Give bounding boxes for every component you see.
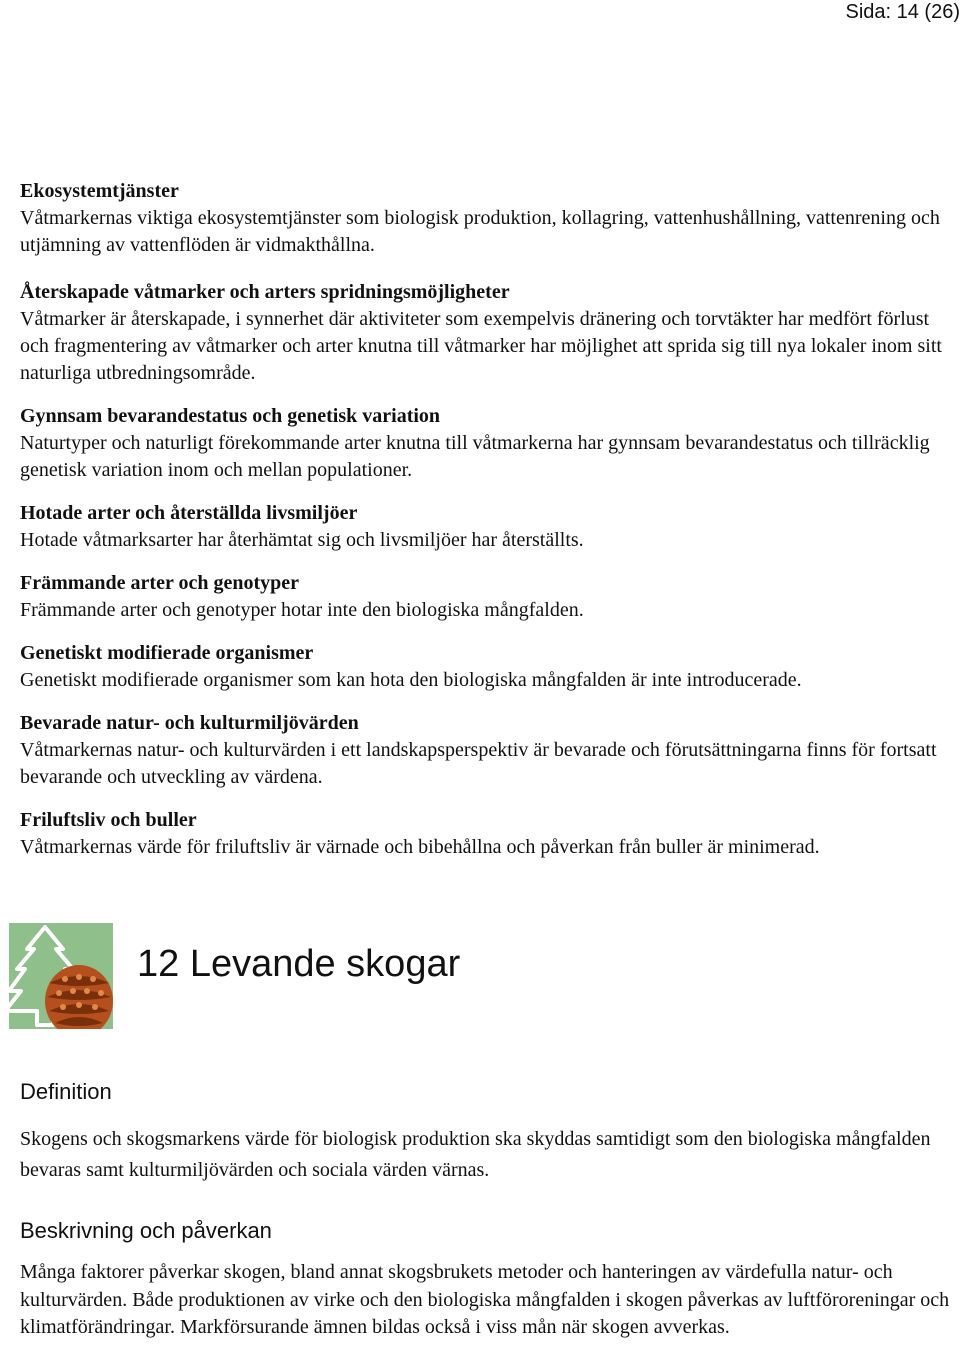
- section-restored-wetlands: [20, 279, 955, 387]
- section-cultural-values: [20, 710, 955, 791]
- chapter-header: [9, 923, 949, 1029]
- section-text: Naturtyper och naturligt förekommande arter knutna till våtmarkerna har gynnsam bevarandestatus och tillräcklig genetisk variation inom och mellan populationer.: [20, 432, 930, 481]
- section-title: Ekosystemtjänster: [20, 180, 179, 202]
- section-title: Bevarade natur- och kulturmiljövärden: [20, 712, 359, 734]
- tree-pinecone-icon: [9, 923, 113, 1029]
- definition-heading: Definition: [20, 1079, 112, 1104]
- section-text: Våtmarkernas värde för friluftsliv är värnade och bibehållna och påverkan från buller är minimerad.: [20, 836, 820, 858]
- section-threatened-species: [20, 500, 955, 554]
- goals-list: [20, 178, 955, 877]
- section-ecosystem-services: [20, 178, 955, 259]
- section-title: Friluftsliv och buller: [20, 809, 197, 831]
- section-text: Våtmarkernas viktiga ekosystemtjänster som biologisk produktion, kollagring, vattenhushållning, vattenrening och utjämning av vattenflöden är vidmakthållna.: [20, 207, 940, 256]
- chapter-title: 12 Levande skogar: [137, 943, 461, 985]
- section-text: Främmande arter och genotyper hotar inte den biologiska mångfalden.: [20, 599, 584, 621]
- section-title: Hotade arter och återställda livsmiljöer: [20, 502, 358, 524]
- section-title: Gynnsam bevarandestatus och genetisk variation: [20, 405, 441, 427]
- section-recreation-noise: [20, 807, 955, 861]
- description-heading: Beskrivning och påverkan: [20, 1218, 272, 1243]
- section-gmo: [20, 640, 955, 694]
- section-title: Återskapade våtmarker och arters spridningsmöjligheter: [20, 281, 510, 303]
- section-text: Våtmarker är återskapade, i synnerhet där aktiviteter som exempelvis dränering och torvtäkter har medfört förlust och fragmentering av våtmarker och arter knutna till våtmarker har möjlighet att sprida sig till nya lokaler inom sitt naturliga utbredningsområde.: [20, 308, 942, 384]
- definition-text: Skogens och skogsmarkens värde för biologisk produktion ska skyddas samtidigt som den biologiska mångfalden bevaras samt kulturmiljövärden och sociala värden värnas.: [20, 1128, 931, 1181]
- description-text: Många faktorer påverkar skogen, bland annat skogsbrukets metoder och hanteringen av värdefulla natur- och kulturvärden. Både produktionen av virke och den biologiska mångfalden i skogen påverkas av luftföroreningar och klimatförändringar. Markförsurande ämnen bildas också i viss mån när skogen avverkas.: [20, 1261, 950, 1338]
- section-alien-species: [20, 570, 955, 624]
- section-title: Genetiskt modifierade organismer: [20, 642, 314, 664]
- page-number: Sida: 14 (26): [845, 1, 960, 23]
- section-title: Främmande arter och genotyper: [20, 572, 300, 594]
- section-conservation-status: [20, 403, 955, 484]
- section-text: Hotade våtmarksarter har återhämtat sig och livsmiljöer har återställts.: [20, 529, 584, 551]
- section-text: Genetiskt modifierade organismer som kan hota den biologiska mångfalden är inte introducerade.: [20, 669, 802, 691]
- section-text: Våtmarkernas natur- och kulturvärden i ett landskapsperspektiv är bevarade och förutsättningarna finns för fortsatt bevarande och utveckling av värdena.: [20, 739, 937, 788]
